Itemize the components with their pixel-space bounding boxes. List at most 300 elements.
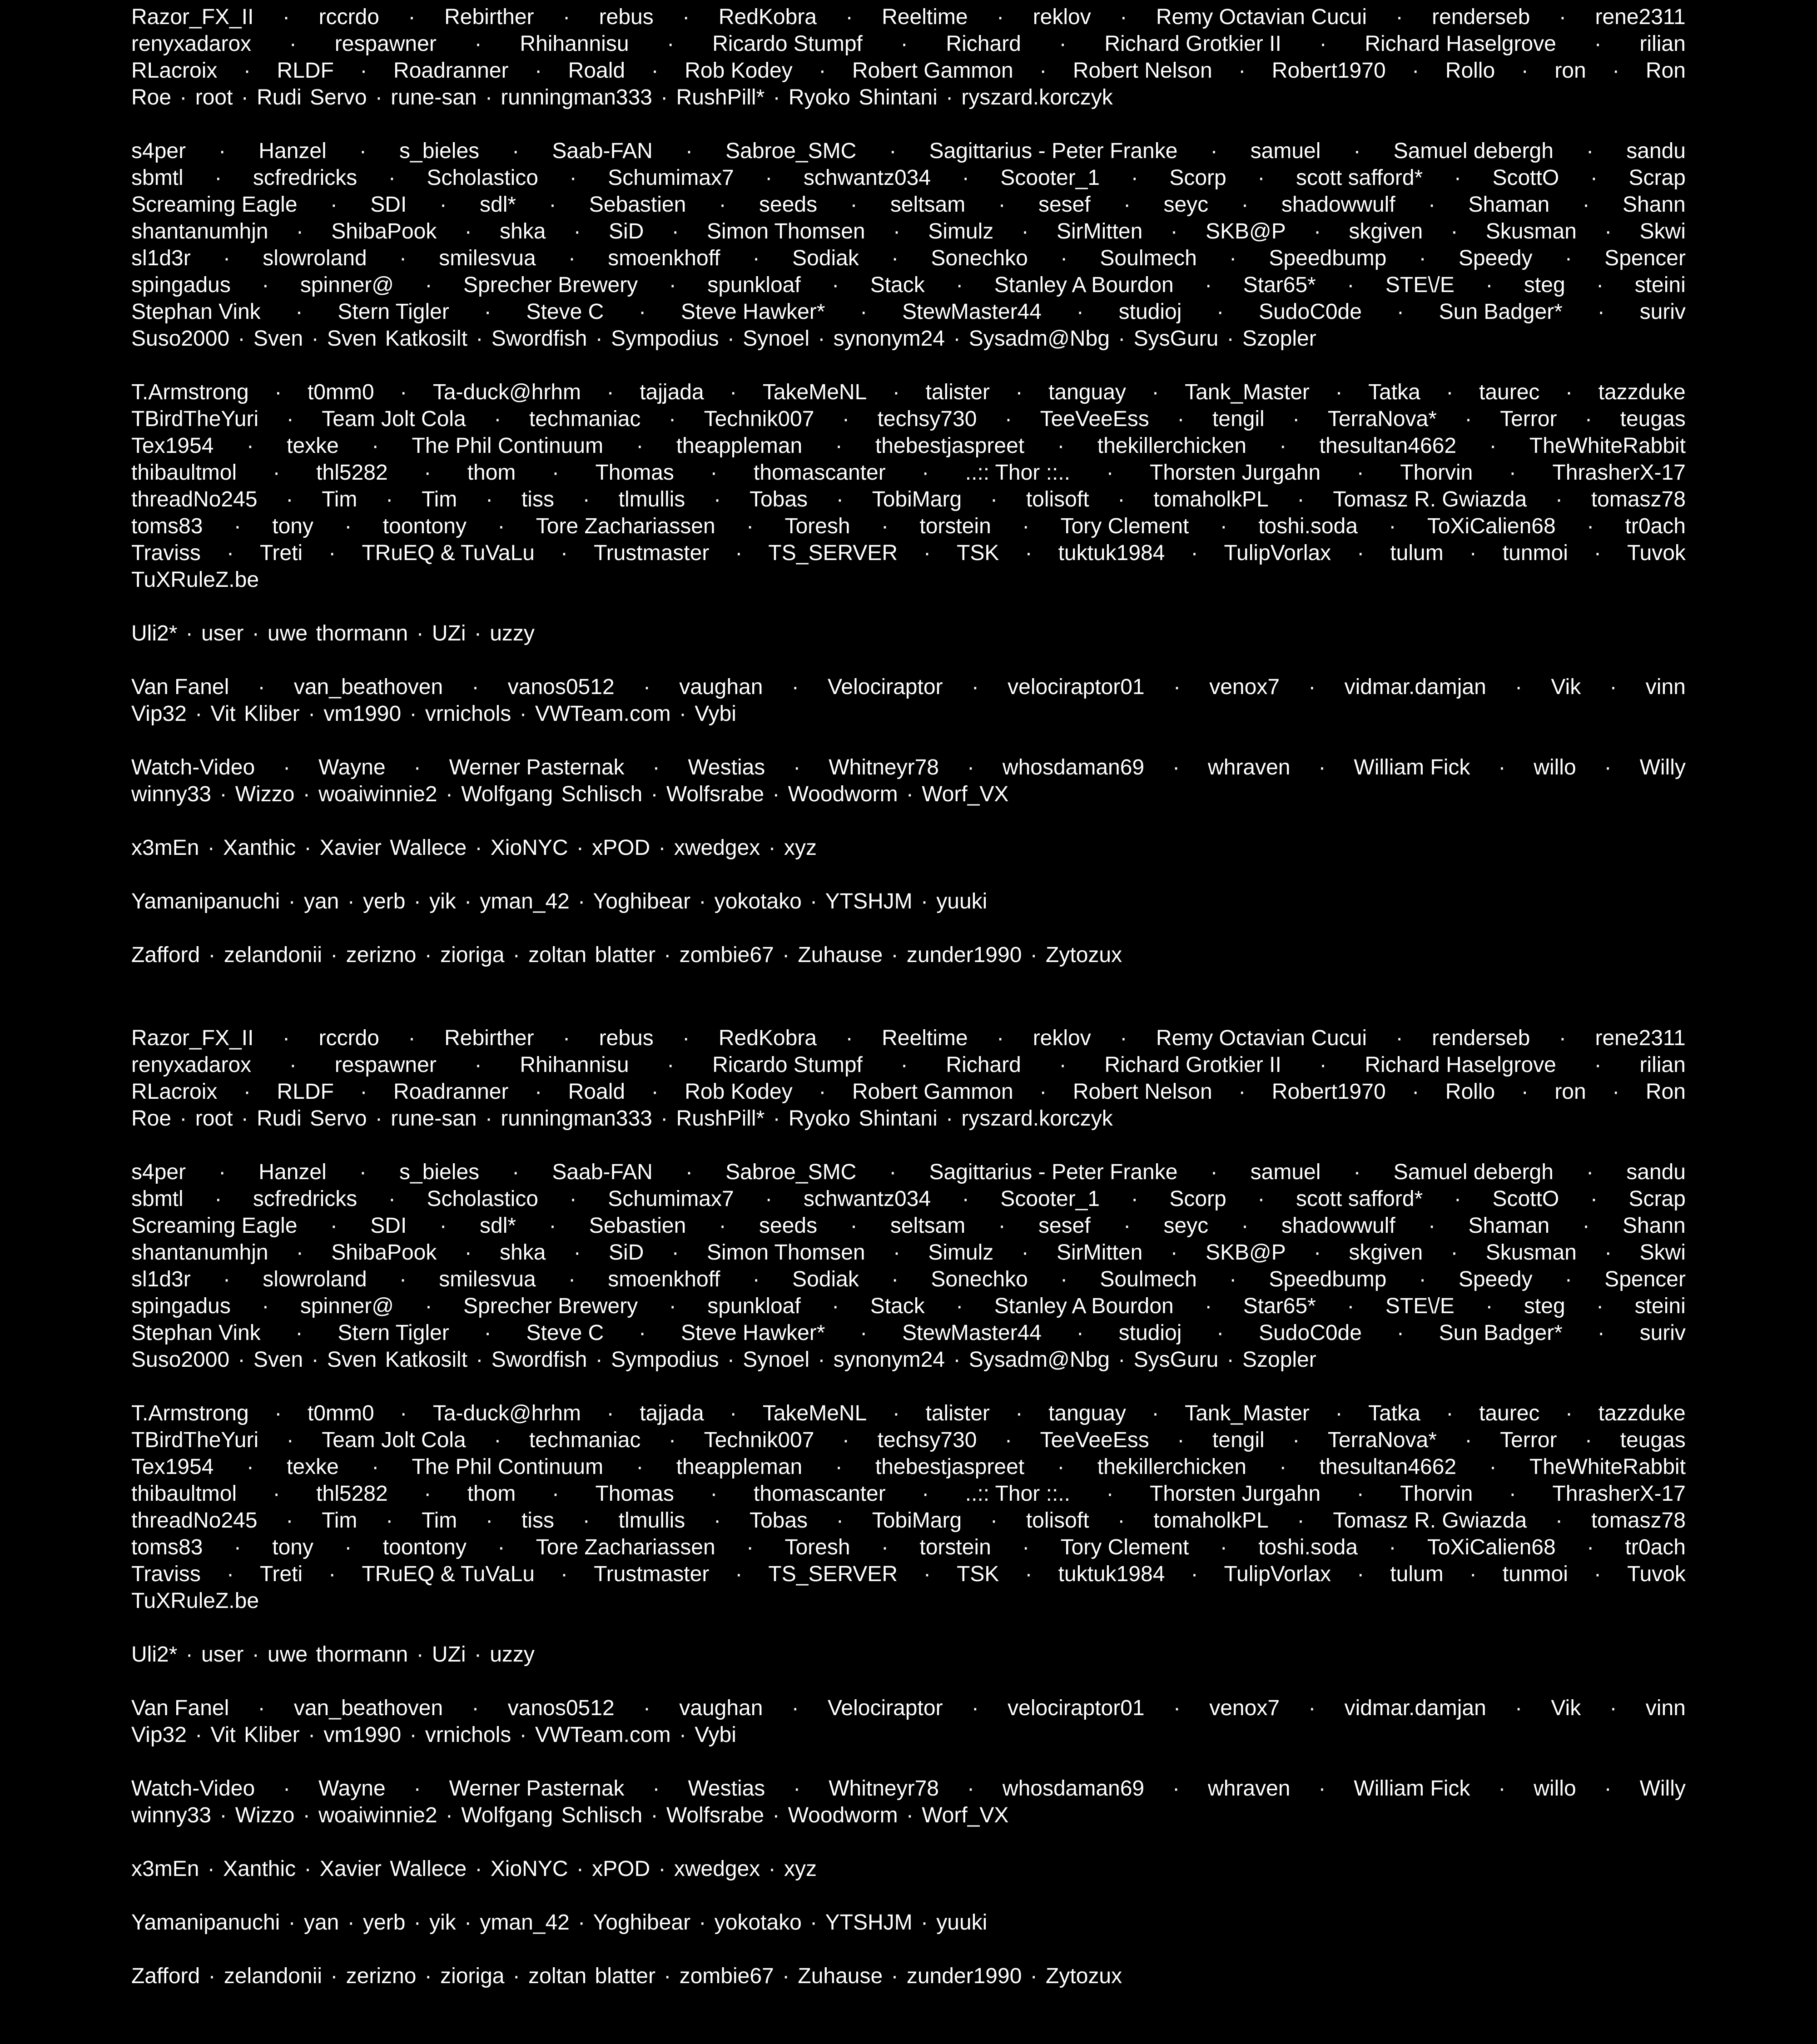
separator-dot: ·: [636, 1455, 644, 1479]
separator-dot: ·: [1039, 59, 1047, 83]
credit-name: Tuvok: [1627, 1562, 1686, 1586]
separator-dot: ·: [1319, 1053, 1327, 1077]
credit-name: Sabroe_SMC: [725, 1160, 857, 1184]
separator-dot: ·: [685, 1160, 693, 1184]
credit-name: Steve C: [526, 300, 604, 324]
separator-dot: ·: [1205, 1294, 1212, 1318]
credit-name: Whitneyr78: [829, 755, 939, 779]
separator-dot: ·: [388, 166, 396, 190]
separator-dot: ·: [1059, 1053, 1067, 1077]
separator-dot: ·: [289, 1053, 297, 1077]
separator-dot: ·: [1015, 1401, 1023, 1425]
credits-line: [131, 1454, 1686, 1480]
credit-name: tlmullis: [618, 1508, 685, 1533]
credits-copy-2: [131, 1025, 1686, 1989]
credit-name: TSK: [957, 541, 999, 565]
credit-name: Skusman: [1485, 219, 1577, 243]
credit-name: Sprecher Brewery: [463, 273, 638, 297]
credits-line: [131, 1480, 1686, 1507]
credit-name: spingadus: [131, 1294, 231, 1318]
credit-name: Ta-duck@hrhm: [432, 380, 581, 404]
credit-name: RLacroix: [131, 59, 218, 83]
credit-name: sbmtl: [131, 1187, 184, 1211]
separator-dot: ·: [1419, 1267, 1426, 1291]
credit-name: TS_SERVER: [768, 541, 898, 565]
credit-name: seeds: [759, 193, 818, 217]
separator-dot: ·: [561, 541, 568, 565]
separator-dot: ·: [360, 59, 367, 83]
separator-dot: ·: [1022, 1535, 1030, 1559]
credit-name: Team Jolt Cola: [322, 407, 466, 431]
separator-dot: ·: [439, 1214, 447, 1238]
separator-dot: ·: [1356, 461, 1364, 485]
separator-dot: ·: [1191, 1562, 1198, 1586]
credit-name: tazzduke: [1598, 380, 1686, 404]
credit-name: Steve C: [526, 1321, 604, 1345]
separator-dot: ·: [819, 59, 826, 83]
credit-name: Simon Thomsen: [707, 219, 865, 243]
credit-name: thomascanter: [753, 1482, 886, 1506]
credit-name: SudoC0de: [1259, 1321, 1362, 1345]
credit-name: suriv: [1639, 1321, 1686, 1345]
separator-dot: ·: [1318, 1776, 1326, 1801]
separator-dot: ·: [1587, 514, 1594, 538]
credit-name: whraven: [1208, 755, 1291, 779]
credit-name: TeeVeeEss: [1040, 407, 1149, 431]
credit-name: ron: [1554, 1080, 1586, 1104]
credit-name: tajjada: [640, 1401, 704, 1425]
separator-dot: ·: [1565, 380, 1573, 404]
credit-name: steini: [1634, 1294, 1686, 1318]
separator-dot: ·: [892, 1401, 900, 1425]
separator-dot: ·: [1279, 434, 1287, 458]
credit-name: Rollo: [1445, 59, 1495, 83]
credit-name: Robert Nelson: [1072, 1080, 1212, 1104]
separator-dot: ·: [1059, 32, 1067, 56]
credit-name: teugas: [1620, 1428, 1686, 1452]
credit-name: torstein: [919, 514, 991, 538]
credit-name: rebus: [599, 5, 654, 29]
separator-dot: ·: [752, 246, 760, 270]
credit-name: Sodiak: [792, 246, 859, 270]
separator-dot: ·: [1177, 407, 1185, 431]
credit-name: sdl*: [480, 1214, 516, 1238]
separator-dot: ·: [1498, 1776, 1506, 1801]
credits-line: [131, 4, 1686, 30]
separator-dot: ·: [359, 139, 367, 163]
separator-dot: ·: [900, 32, 908, 56]
separator-dot: ·: [714, 1508, 721, 1533]
credit-name: reklov: [1033, 1026, 1091, 1050]
credit-name: spunkloaf: [707, 1294, 801, 1318]
credit-name: thibaultmol: [131, 461, 237, 485]
separator-dot: ·: [1509, 461, 1516, 485]
credit-name: Saab-FAN: [552, 139, 653, 163]
separator-dot: ·: [746, 1535, 754, 1559]
credit-name: Richard Grotkier II: [1104, 32, 1281, 56]
credit-name: thl5282: [316, 1482, 388, 1506]
credit-name: Simulz: [928, 219, 994, 243]
credit-name: Tank_Master: [1185, 380, 1310, 404]
separator-dot: ·: [669, 1294, 676, 1318]
credits-section-w: [131, 754, 1686, 808]
credit-name: tuktuk1984: [1058, 541, 1165, 565]
separator-dot: ·: [1021, 1240, 1029, 1265]
separator-dot: ·: [549, 1214, 556, 1238]
credit-name: Shann: [1622, 193, 1686, 217]
credit-name: Vik: [1551, 1696, 1581, 1720]
separator-dot: ·: [486, 1508, 493, 1533]
separator-dot: ·: [1454, 1187, 1461, 1211]
credit-name: thesultan4662: [1319, 434, 1457, 458]
separator-dot: ·: [1257, 166, 1265, 190]
credit-name: Tex1954: [131, 434, 214, 458]
credit-name: RLDF: [277, 1080, 334, 1104]
credit-name: Razor_FX_II: [131, 5, 254, 29]
credit-name: thekillerchicken: [1097, 1455, 1246, 1479]
credit-name: thomascanter: [753, 461, 886, 485]
credit-name: TheWhiteRabbit: [1529, 1455, 1686, 1479]
separator-dot: ·: [464, 219, 472, 243]
separator-dot: ·: [1582, 1214, 1590, 1238]
separator-dot: ·: [639, 300, 646, 324]
separator-dot: ·: [573, 219, 581, 243]
separator-dot: ·: [399, 246, 407, 270]
separator-dot: ·: [651, 59, 659, 83]
separator-dot: ·: [535, 59, 542, 83]
separator-dot: ·: [1585, 1428, 1593, 1452]
separator-dot: ·: [669, 273, 676, 297]
separator-dot: ·: [344, 1535, 352, 1559]
separator-dot: ·: [1485, 1294, 1493, 1318]
credit-name: sesef: [1038, 1214, 1091, 1238]
credit-name: Toresh: [784, 1535, 850, 1559]
separator-dot: ·: [962, 1187, 969, 1211]
credit-name: schwantz034: [803, 1187, 931, 1211]
credit-name: Tank_Master: [1185, 1401, 1310, 1425]
credit-name: vanos0512: [507, 1696, 615, 1720]
separator-dot: ·: [464, 1240, 472, 1265]
credits-line: Yamanipanuchi · yan · yerb · yik · yman_42 · Yoghibear · yokotako · YTSHJM · yuuki: [131, 889, 988, 913]
credits-line: [131, 1775, 1686, 1802]
separator-dot: ·: [274, 1401, 282, 1425]
credit-name: thebestjaspreet: [875, 1455, 1025, 1479]
credit-name: Robert1970: [1271, 1080, 1386, 1104]
separator-dot: ·: [1057, 434, 1065, 458]
credit-name: Thorsten Jurgahn: [1150, 1482, 1321, 1506]
separator-dot: ·: [283, 1026, 290, 1050]
credits-line: [131, 1427, 1686, 1454]
credit-name: shantanumhjn: [131, 1240, 268, 1265]
credit-name: tolisoft: [1026, 487, 1089, 511]
separator-dot: ·: [765, 1187, 773, 1211]
credits-section-z: [131, 942, 1686, 968]
separator-dot: ·: [484, 300, 491, 324]
separator-dot: ·: [923, 1562, 931, 1586]
credits-line: Vip32 · Vit Kliber · vm1990 · vrnichols · VWTeam.com · Vybi: [131, 702, 736, 726]
separator-dot: ·: [1465, 1428, 1472, 1452]
separator-dot: ·: [1120, 5, 1127, 29]
credit-name: spunkloaf: [707, 273, 801, 297]
credit-name: ShibaPook: [331, 219, 437, 243]
credit-name: Wayne: [318, 755, 386, 779]
separator-dot: ·: [1596, 273, 1604, 297]
separator-dot: ·: [283, 755, 291, 779]
credit-name: SKB@P: [1205, 219, 1286, 243]
separator-dot: ·: [845, 5, 853, 29]
credit-name: seyc: [1163, 1214, 1209, 1238]
credit-name: TRuEQ & TuVaLu: [362, 541, 535, 565]
separator-dot: ·: [286, 1508, 293, 1533]
separator-dot: ·: [1314, 1240, 1321, 1265]
separator-dot: ·: [893, 1240, 900, 1265]
credit-name: smilesvua: [439, 1267, 536, 1291]
separator-dot: ·: [1025, 1562, 1033, 1586]
credit-name: Thorvin: [1400, 1482, 1473, 1506]
separator-dot: ·: [372, 434, 379, 458]
separator-dot: ·: [685, 139, 693, 163]
credit-name: s_bieles: [399, 139, 480, 163]
separator-dot: ·: [1419, 246, 1426, 270]
credit-name: TeeVeeEss: [1040, 1428, 1149, 1452]
separator-dot: ·: [671, 219, 679, 243]
separator-dot: ·: [1076, 1321, 1084, 1345]
separator-dot: ·: [1515, 675, 1523, 699]
separator-dot: ·: [850, 193, 858, 217]
credit-name: tanguay: [1048, 380, 1126, 404]
separator-dot: ·: [881, 514, 889, 538]
credit-name: techsy730: [877, 407, 977, 431]
credit-name: tlmullis: [618, 487, 685, 511]
credit-name: Thomas: [595, 461, 674, 485]
credit-name: TRuEQ & TuVaLu: [362, 1562, 535, 1586]
separator-dot: ·: [730, 380, 737, 404]
separator-dot: ·: [730, 1401, 737, 1425]
credit-name: Samuel debergh: [1393, 1160, 1554, 1184]
separator-dot: ·: [971, 1696, 979, 1720]
credit-name: rene2311: [1595, 1026, 1686, 1050]
credit-name: The Phil Continuum: [412, 1455, 604, 1479]
separator-dot: ·: [1292, 1428, 1300, 1452]
separator-dot: ·: [1022, 514, 1030, 538]
credits-line: [131, 540, 1686, 566]
separator-dot: ·: [359, 1160, 367, 1184]
credit-name: talister: [925, 380, 990, 404]
separator-dot: ·: [1347, 273, 1355, 297]
separator-dot: ·: [889, 139, 897, 163]
separator-dot: ·: [1004, 407, 1012, 431]
separator-dot: ·: [1335, 380, 1343, 404]
separator-dot: ·: [1335, 1401, 1343, 1425]
separator-dot: ·: [226, 1562, 234, 1586]
separator-dot: ·: [1586, 139, 1594, 163]
credit-name: van_beathoven: [293, 1696, 443, 1720]
separator-dot: ·: [1446, 1401, 1454, 1425]
separator-dot: ·: [956, 273, 963, 297]
credit-name: TerraNova*: [1327, 1428, 1437, 1452]
separator-dot: ·: [746, 514, 754, 538]
credit-name: Werner Pasternak: [449, 755, 625, 779]
separator-dot: ·: [1238, 59, 1246, 83]
credit-name: Tory Clement: [1060, 514, 1189, 538]
credit-name: Technik007: [704, 407, 814, 431]
credit-name: toontony: [382, 1535, 467, 1559]
separator-dot: ·: [832, 1294, 839, 1318]
separator-dot: ·: [328, 541, 336, 565]
credits-line: Roe · root · Rudi Servo · rune-san · runningman333 · RushPill* · Ryoko Shintani · ryszard.korczyk: [131, 85, 1113, 109]
credit-name: toontony: [382, 514, 467, 538]
credit-name: Richard Haselgrove: [1365, 32, 1556, 56]
separator-dot: ·: [372, 1455, 379, 1479]
credits-section-u: [131, 1641, 1686, 1668]
credit-name: Soulmech: [1100, 1267, 1197, 1291]
separator-dot: ·: [1612, 1080, 1620, 1104]
separator-dot: ·: [1177, 1428, 1185, 1452]
separator-dot: ·: [643, 675, 650, 699]
separator-dot: ·: [1412, 59, 1420, 83]
separator-dot: ·: [1210, 139, 1218, 163]
separator-dot: ·: [223, 1267, 230, 1291]
credit-name: Shann: [1622, 1214, 1686, 1238]
credits-line: winny33 · Wizzo · woaiwinnie2 · Wolfgang Schlisch · Wolfsrabe · Woodworm · Worf_VX: [131, 1803, 1009, 1827]
credit-name: shadowwulf: [1281, 1214, 1395, 1238]
credit-name: Sun Badger*: [1439, 1321, 1563, 1345]
separator-dot: ·: [1559, 5, 1566, 29]
credit-name: sl1d3r: [131, 1267, 191, 1291]
credit-name: tomaholkPL: [1153, 487, 1269, 511]
credit-name: thekillerchicken: [1097, 434, 1246, 458]
credits-line: TuXRuleZ.be: [131, 1589, 259, 1613]
credits-line: [131, 1212, 1686, 1239]
credits-section-w: [131, 1775, 1686, 1829]
credit-name: Scrap: [1628, 1187, 1686, 1211]
credit-name: thibaultmol: [131, 1482, 237, 1506]
credit-name: tomasz78: [1591, 1508, 1686, 1533]
credit-name: Rhihannisu: [520, 32, 629, 56]
credit-name: tulum: [1390, 1562, 1444, 1586]
credit-name: Scooter_1: [1000, 1187, 1100, 1211]
separator-dot: ·: [512, 1160, 520, 1184]
credit-name: William Fick: [1354, 1776, 1470, 1801]
credit-name: ScottO: [1492, 1187, 1559, 1211]
separator-dot: ·: [606, 1401, 614, 1425]
credit-name: Treti: [260, 1562, 303, 1586]
separator-dot: ·: [1308, 675, 1316, 699]
separator-dot: ·: [1131, 166, 1138, 190]
separator-dot: ·: [1308, 1696, 1316, 1720]
separator-dot: ·: [246, 434, 254, 458]
credits-line: [131, 1400, 1686, 1427]
credits-section-x: [131, 1855, 1686, 1882]
credits-line: Yamanipanuchi · yan · yerb · yik · yman_42 · Yoghibear · yokotako · YTSHJM · yuuki: [131, 1910, 988, 1935]
credit-name: ToXiCalien68: [1427, 1535, 1556, 1559]
separator-dot: ·: [836, 1508, 844, 1533]
separator-dot: ·: [1057, 1455, 1065, 1479]
credit-name: Scorp: [1169, 166, 1226, 190]
credit-name: slowroland: [263, 246, 367, 270]
separator-dot: ·: [1004, 1428, 1012, 1452]
credits-section-u: [131, 620, 1686, 647]
separator-dot: ·: [1210, 1160, 1218, 1184]
credits-line: Uli2* · user · uwe thormann · UZi · uzzy: [131, 621, 535, 645]
separator-dot: ·: [484, 1321, 491, 1345]
separator-dot: ·: [439, 193, 447, 217]
credit-name: smilesvua: [439, 246, 536, 270]
credit-name: rccrdo: [318, 1026, 379, 1050]
credit-name: Robert Gammon: [852, 59, 1013, 83]
credit-name: Tim: [422, 1508, 457, 1533]
credit-name: taurec: [1479, 380, 1540, 404]
separator-dot: ·: [1428, 1214, 1436, 1238]
credit-name: Trustmaster: [594, 541, 710, 565]
separator-dot: ·: [1587, 1535, 1594, 1559]
separator-dot: ·: [413, 1776, 421, 1801]
credit-name: Hanzel: [258, 139, 327, 163]
separator-dot: ·: [330, 1214, 338, 1238]
credit-name: TulipVorlax: [1224, 541, 1331, 565]
credit-name: ScottO: [1492, 166, 1559, 190]
separator-dot: ·: [668, 1428, 676, 1452]
credit-name: RLDF: [277, 59, 334, 83]
separator-dot: ·: [1594, 1053, 1602, 1077]
separator-dot: ·: [258, 1696, 265, 1720]
credit-name: Thorvin: [1400, 461, 1473, 485]
credit-name: TobiMarg: [872, 1508, 962, 1533]
credits-section-t: [131, 1400, 1686, 1614]
credit-name: willo: [1534, 1776, 1576, 1801]
credits-line: [131, 432, 1686, 459]
credit-name: Stanley A Bourdon: [994, 1294, 1174, 1318]
separator-dot: ·: [842, 407, 849, 431]
separator-dot: ·: [1357, 1562, 1365, 1586]
credit-name: SDI: [370, 193, 407, 217]
credit-name: Vik: [1551, 675, 1581, 699]
credit-name: tiss: [521, 1508, 554, 1533]
separator-dot: ·: [246, 1455, 254, 1479]
separator-dot: ·: [819, 1080, 826, 1104]
credit-name: Toresh: [784, 514, 850, 538]
separator-dot: ·: [399, 1267, 407, 1291]
separator-dot: ·: [1612, 59, 1620, 83]
credit-name: Scrap: [1628, 166, 1686, 190]
credit-name: ron: [1554, 59, 1586, 83]
separator-dot: ·: [1292, 407, 1300, 431]
credit-name: samuel: [1250, 1160, 1321, 1184]
separator-dot: ·: [563, 5, 571, 29]
credit-name: Tore Zachariassen: [536, 1535, 715, 1559]
credit-name: Simon Thomsen: [707, 1240, 865, 1265]
separator-dot: ·: [891, 246, 899, 270]
separator-dot: ·: [714, 487, 721, 511]
credit-name: thl5282: [316, 461, 388, 485]
separator-dot: ·: [860, 300, 868, 324]
separator-dot: ·: [474, 32, 482, 56]
credit-name: velociraptor01: [1008, 1696, 1145, 1720]
credit-name: tony: [272, 514, 313, 538]
credit-name: TakeMeNL: [762, 1401, 867, 1425]
separator-dot: ·: [424, 461, 432, 485]
separator-dot: ·: [667, 1053, 675, 1077]
separator-dot: ·: [1356, 1482, 1364, 1506]
credit-name: rccrdo: [318, 5, 379, 29]
credit-name: renyxadarox: [131, 32, 252, 56]
separator-dot: ·: [1241, 193, 1249, 217]
separator-dot: ·: [486, 487, 493, 511]
credit-name: Willy: [1639, 755, 1686, 779]
credit-name: smoenkhoff: [608, 246, 720, 270]
credit-name: Watch-Video: [131, 1776, 255, 1801]
credit-name: Shaman: [1468, 193, 1550, 217]
